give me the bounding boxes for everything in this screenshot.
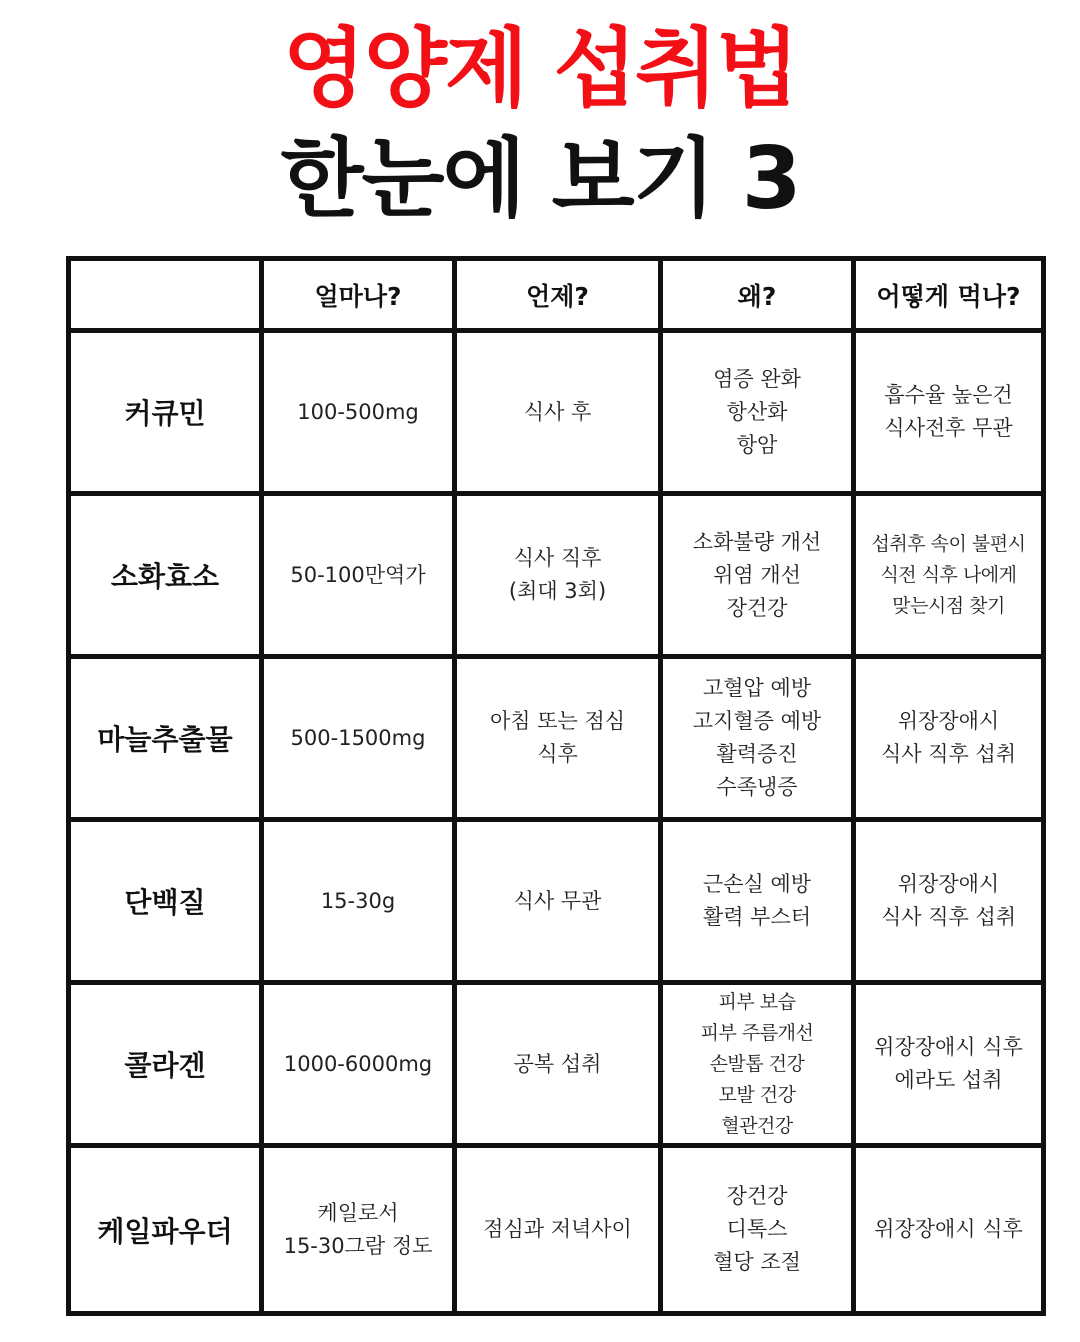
cell-how: [856, 1148, 1041, 1311]
cell-why: [663, 985, 856, 1148]
cell-how: [856, 822, 1041, 985]
cell-line: 식전 식후 나에게: [880, 563, 1017, 586]
cell-when: [457, 822, 663, 985]
cell-line: 염증 완화: [713, 366, 801, 391]
cell-line: 고혈압 예방: [702, 676, 812, 700]
cell-how: [856, 985, 1041, 1148]
cell-line: (최대 3회): [508, 579, 607, 603]
cell-line: 위염 개선: [713, 562, 801, 587]
cell-line: 식사 직후 섭취: [880, 905, 1017, 929]
row-name: 커큐민: [71, 333, 264, 496]
cell-why: [663, 1148, 856, 1311]
cell-line: 에라도 섭취: [894, 1068, 1003, 1092]
cell-when: [457, 496, 663, 659]
cell-line: 손발톱 건강: [709, 1052, 805, 1075]
cell-when: [457, 985, 663, 1148]
cell-line: 500-1500mg: [290, 725, 426, 750]
cell-line: 맞는시점 찾기: [892, 594, 1005, 617]
cell-how: [856, 333, 1041, 496]
cell-amount: [264, 496, 457, 659]
row-name: 소화효소: [71, 496, 264, 659]
cell-line: 15-30그람 정도: [283, 1233, 433, 1258]
cell-line: 혈당 조절: [713, 1250, 801, 1274]
cell-line: 수족냉증: [716, 775, 798, 799]
cell-line: 위장장애시: [897, 709, 1000, 733]
title-line-1: 영양제 섭취법: [282, 19, 798, 119]
cell-line: 식후: [537, 742, 578, 766]
cell-when: [457, 1148, 663, 1311]
cell-how: [856, 496, 1041, 659]
cell-line: 위장장애시: [897, 872, 1000, 896]
cell-line: 케일로서: [317, 1200, 399, 1225]
row-name: 케일파우더: [71, 1148, 264, 1311]
cell-line: 근손실 예방: [702, 872, 812, 896]
cell-line: 식사 직후 섭취: [880, 742, 1017, 766]
cell-line: 항산화: [726, 399, 788, 424]
cell-amount: [264, 659, 457, 822]
cell-line: 모발 건강: [718, 1083, 796, 1106]
cell-why: [663, 659, 856, 822]
cell-amount: [264, 822, 457, 985]
cell-when: [457, 333, 663, 496]
header-blank: [71, 261, 264, 333]
row-name: 콜라겐: [71, 985, 264, 1148]
cell-line: 점심과 저녁사이: [483, 1217, 632, 1241]
cell-line: 식사 무관: [513, 888, 602, 913]
cell-line: 식사 후: [523, 399, 592, 424]
cell-line: 디톡스: [726, 1217, 788, 1241]
header-how: 어떻게 먹나?: [856, 261, 1041, 333]
cell-line: 식사전후 무관: [884, 416, 1013, 440]
cell-why: [663, 822, 856, 985]
cell-line: 활력 부스터: [702, 905, 812, 929]
cell-amount: [264, 333, 457, 496]
row-name: 마늘추출물: [71, 659, 264, 822]
cell-line: 위장장애시 식후: [874, 1217, 1023, 1241]
header-amount: 얼마나?: [264, 261, 457, 333]
cell-line: 활력증진: [716, 742, 798, 766]
cell-line: 식사 직후: [513, 546, 602, 570]
cell-line: 흡수율 높은건: [884, 383, 1013, 407]
cell-line: 위장장애시 식후: [874, 1035, 1023, 1059]
title-line-2: 한눈에 보기 3: [280, 129, 800, 229]
cell-line: 소화불량 개선: [692, 529, 822, 554]
cell-line: 공복 섭취: [513, 1051, 602, 1076]
cell-amount: [264, 985, 457, 1148]
cell-when: [457, 659, 663, 822]
header-why: 왜?: [663, 261, 856, 333]
cell-line: 섭취후 속이 불편시: [871, 532, 1026, 555]
cell-why: [663, 333, 856, 496]
cell-line: 혈관건강: [721, 1114, 793, 1137]
cell-line: 아침 또는 점심: [489, 709, 626, 733]
supplement-table: [66, 256, 1046, 1316]
header-when: 언제?: [457, 261, 663, 333]
cell-how: [856, 659, 1041, 822]
cell-amount: [264, 1148, 457, 1311]
cell-line: 항암: [736, 432, 778, 457]
cell-line: 15-30g: [320, 888, 396, 913]
cell-line: 피부 주름개선: [700, 1021, 814, 1044]
cell-why: [663, 496, 856, 659]
cell-line: 100-500mg: [297, 399, 419, 424]
cell-line: 50-100만역가: [290, 562, 426, 587]
cell-line: 장건강: [726, 595, 788, 620]
cell-line: 피부 보습: [718, 990, 796, 1013]
cell-line: 장건강: [726, 1184, 788, 1208]
cell-line: 1000-6000mg: [283, 1051, 433, 1076]
cell-line: 고지혈증 예방: [692, 709, 822, 733]
row-name: 단백질: [71, 822, 264, 985]
